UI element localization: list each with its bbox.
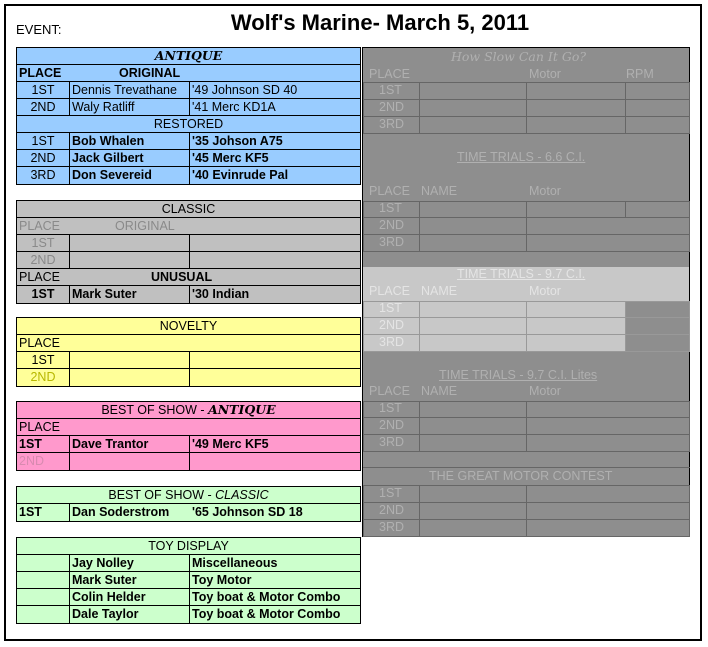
table-row: 2ND <box>17 453 360 470</box>
how-slow-title: How Slow Can It Go? <box>451 49 587 64</box>
page-title: Wolf's Marine- March 5, 2011 <box>230 10 530 35</box>
place-header: PLACE <box>17 419 360 436</box>
antique-section <box>16 47 361 185</box>
right-panel: How Slow Can It Go? PLACE Motor RPM 1ST 2ND 3RD TIME TRIALS - 6.6 C.I. PLACE NAME Motor 1ST 2ND 3RD TIME TRIALS - 9.7 C.I. PLACE NAME Motor 1ST 2ND 3RD TIME TRIALS - 9.7 C.I. Lites PLACE NAME Motor 1ST 2ND 3RD THE GREAT MOTOR CONTEST 1ST 2ND 3RD <box>362 47 690 537</box>
toy-title: TOY DISPLAY <box>17 538 360 555</box>
antique-title: ANTIQUE <box>17 48 360 65</box>
table-row: 1ST Bob Whalen '35 Johson A75 <box>17 133 360 150</box>
table-row: 2ND <box>17 252 360 269</box>
table-row: 1ST <box>17 352 360 369</box>
great-motor-contest-title: THE GREAT MOTOR CONTEST <box>429 469 613 483</box>
place-header: PLACE <box>19 270 60 284</box>
best-of-show-antique-section <box>16 401 361 471</box>
table-row: Jay Nolley Miscellaneous <box>17 555 360 572</box>
table-row: 2ND Jack Gilbert '45 Merc KF5 <box>17 150 360 167</box>
place-header: PLACE <box>19 66 62 80</box>
bos-classic-title: BEST OF SHOW - CLASSIC <box>17 487 360 504</box>
best-of-show-classic-section <box>16 486 361 522</box>
table-row: 1ST <box>17 235 360 252</box>
toy-display-section <box>16 537 361 624</box>
table-row: Dale Taylor Toy boat & Motor Combo <box>17 606 360 623</box>
table-row: 1ST Mark Suter '30 Indian <box>17 286 360 303</box>
tt97-lites-title: TIME TRIALS - 9.7 C.I. Lites <box>439 368 598 382</box>
table-row: 1ST Dan Soderstrom '65 Johnson SD 18 <box>19 505 303 519</box>
table-row: 2ND Waly Ratliff '41 Merc KD1A <box>17 99 360 116</box>
original-header: ORIGINAL <box>115 219 175 233</box>
original-header: ORIGINAL <box>119 66 181 80</box>
event-label: EVENT: <box>16 22 62 37</box>
table-row: 3RD Don Severeid '40 Evinrude Pal <box>17 167 360 184</box>
restored-header: RESTORED <box>17 116 360 133</box>
table-row: Colin Helder Toy boat & Motor Combo <box>17 589 360 606</box>
motor-header: Motor <box>529 67 561 81</box>
tt66-title: TIME TRIALS - 6.6 C.I. <box>457 150 586 164</box>
table-row: Mark Suter Toy Motor <box>17 572 360 589</box>
classic-section <box>16 200 361 304</box>
unusual-header: UNUSUAL <box>151 270 213 284</box>
novelty-section <box>16 317 361 387</box>
rpm-header: RPM <box>626 67 654 81</box>
tt97-title: TIME TRIALS - 9.7 C.I. <box>457 267 586 281</box>
table-row: 1ST Dave Trantor '49 Merc KF5 <box>17 436 360 453</box>
place-header: PLACE <box>369 67 410 81</box>
bos-antique-title: BEST OF SHOW - ANTIQUE <box>17 402 360 419</box>
table-row: 2ND <box>17 369 360 386</box>
novelty-title: NOVELTY <box>17 318 360 335</box>
place-header: PLACE <box>17 335 360 352</box>
classic-title: CLASSIC <box>17 201 360 218</box>
table-row: 1ST Dennis Trevathane '49 Johnson SD 40 <box>17 82 360 99</box>
place-header: PLACE <box>19 219 60 233</box>
